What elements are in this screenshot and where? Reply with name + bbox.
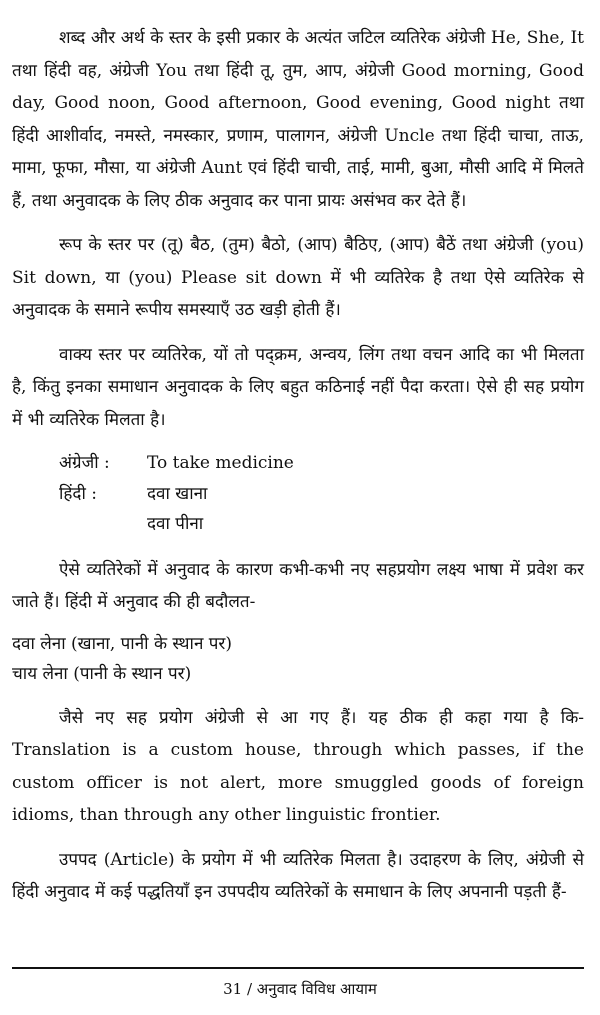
example-label-english: अंग्रेजी : xyxy=(59,453,110,473)
paragraph-lexical-contrast xyxy=(12,22,584,217)
phrase-item: दवा लेना (खाना, पानी के स्थान पर) xyxy=(12,633,233,654)
paragraph-morphological-contrast xyxy=(12,229,584,327)
footer-divider xyxy=(12,967,584,969)
page-footer: 31 / अनुवाद विविध आयाम xyxy=(223,980,377,998)
paragraph-text: ऐसे व्यतिरेकों में अनुवाद के कारण कभी-कभी नए सहप्रयोग लक्ष्य भाषा में प्रवेश कर जाते हैं। हिंदी में अनुवाद की ही बदौलत- xyxy=(12,559,584,612)
paragraph-text: जैसे नए सह प्रयोग अंग्रेजी से आ गए हैं। यह ठीक ही कहा गया है कि- Translation is a custom house, through which passes, if the custom officer is not alert, more smuggled goods of foreign idioms, than through any other linguistic frontier. xyxy=(12,707,584,825)
paragraph-new-collocations xyxy=(12,554,584,619)
example-row-english xyxy=(59,448,584,479)
example-row-hindi xyxy=(59,479,584,510)
paragraph-translation-quote xyxy=(12,702,584,832)
phrase-item: चाय लेना (पानी के स्थान पर) xyxy=(12,664,192,684)
example-text-hindi-1: दवा खाना xyxy=(147,483,208,504)
paragraph-text: वाक्य स्तर पर व्यतिरेक, यों तो पद्क्रम, अन्वय, लिंग तथा वचन आदि का भी मिलता है, किंतु इनका समाधान अनुवादक के लिए बहुत कठिनाई नहीं पैदा करता। ऐसे ही सह प्रयोग में भी व्यतिरेक मिलता है। xyxy=(12,344,584,430)
example-text-english: To take medicine xyxy=(147,453,294,473)
page-body xyxy=(12,22,584,909)
paragraph-article-contrast xyxy=(12,844,584,909)
example-text-hindi-2: दवा पीना xyxy=(147,514,204,534)
phrase-list xyxy=(12,629,584,690)
paragraph-text: उपपद (Article) के प्रयोग में भी व्यतिरेक मिलता है। उदाहरण के लिए, अंग्रेजी से हिंदी अनुवाद में कई पद्धतियाँ इन उपपदीय व्यतिरेकों के समाधान के लिए अपनानी पड़ती हैं- xyxy=(12,849,584,902)
example-label-hindi: हिंदी : xyxy=(59,483,97,504)
paragraph-sentence-contrast xyxy=(12,339,584,437)
collocation-example xyxy=(12,448,584,540)
paragraph-text: रूप के स्तर पर (तू) बैठ, (तुम) बैठो, (आप) बैठिए, (आप) बैठें तथा अंग्रेजी (you) Sit down, या (you) Please sit down में भी व्यतिरेक है तथा ऐसे व्यतिरेक से अनुवादक के समाने रूपीय समस्याएँ उठ खड़ी होती हैं। xyxy=(12,235,584,320)
paragraph-text: शब्द और अर्थ के स्तर के इसी प्रकार के अत्यंत जटिल व्यतिरेक अंग्रेजी He, She, It तथा हिंदी वह, अंग्रेजी You तथा हिंदी तू, तुम, आप, अंग्रेजी Good morning, Good day, Good noon, Good afternoon, Good evening, Good night तथा हिंदी आशीर्वाद, नमस्ते, नमस्कार, प्रणाम, पालागन, अंग्रेजी Uncle तथा हिंदी चाचा, ताऊ, मामा, फूफा, मौसा, या अंग्रेजी Aunt एवं हिंदी चाची, ताई, मामी, बुआ, मौसी आदि में मिलते हैं, तथा अनुवादक के लिए ठीक अनुवाद कर पाना प्रायः असंभव कर देते हैं। xyxy=(12,28,584,211)
